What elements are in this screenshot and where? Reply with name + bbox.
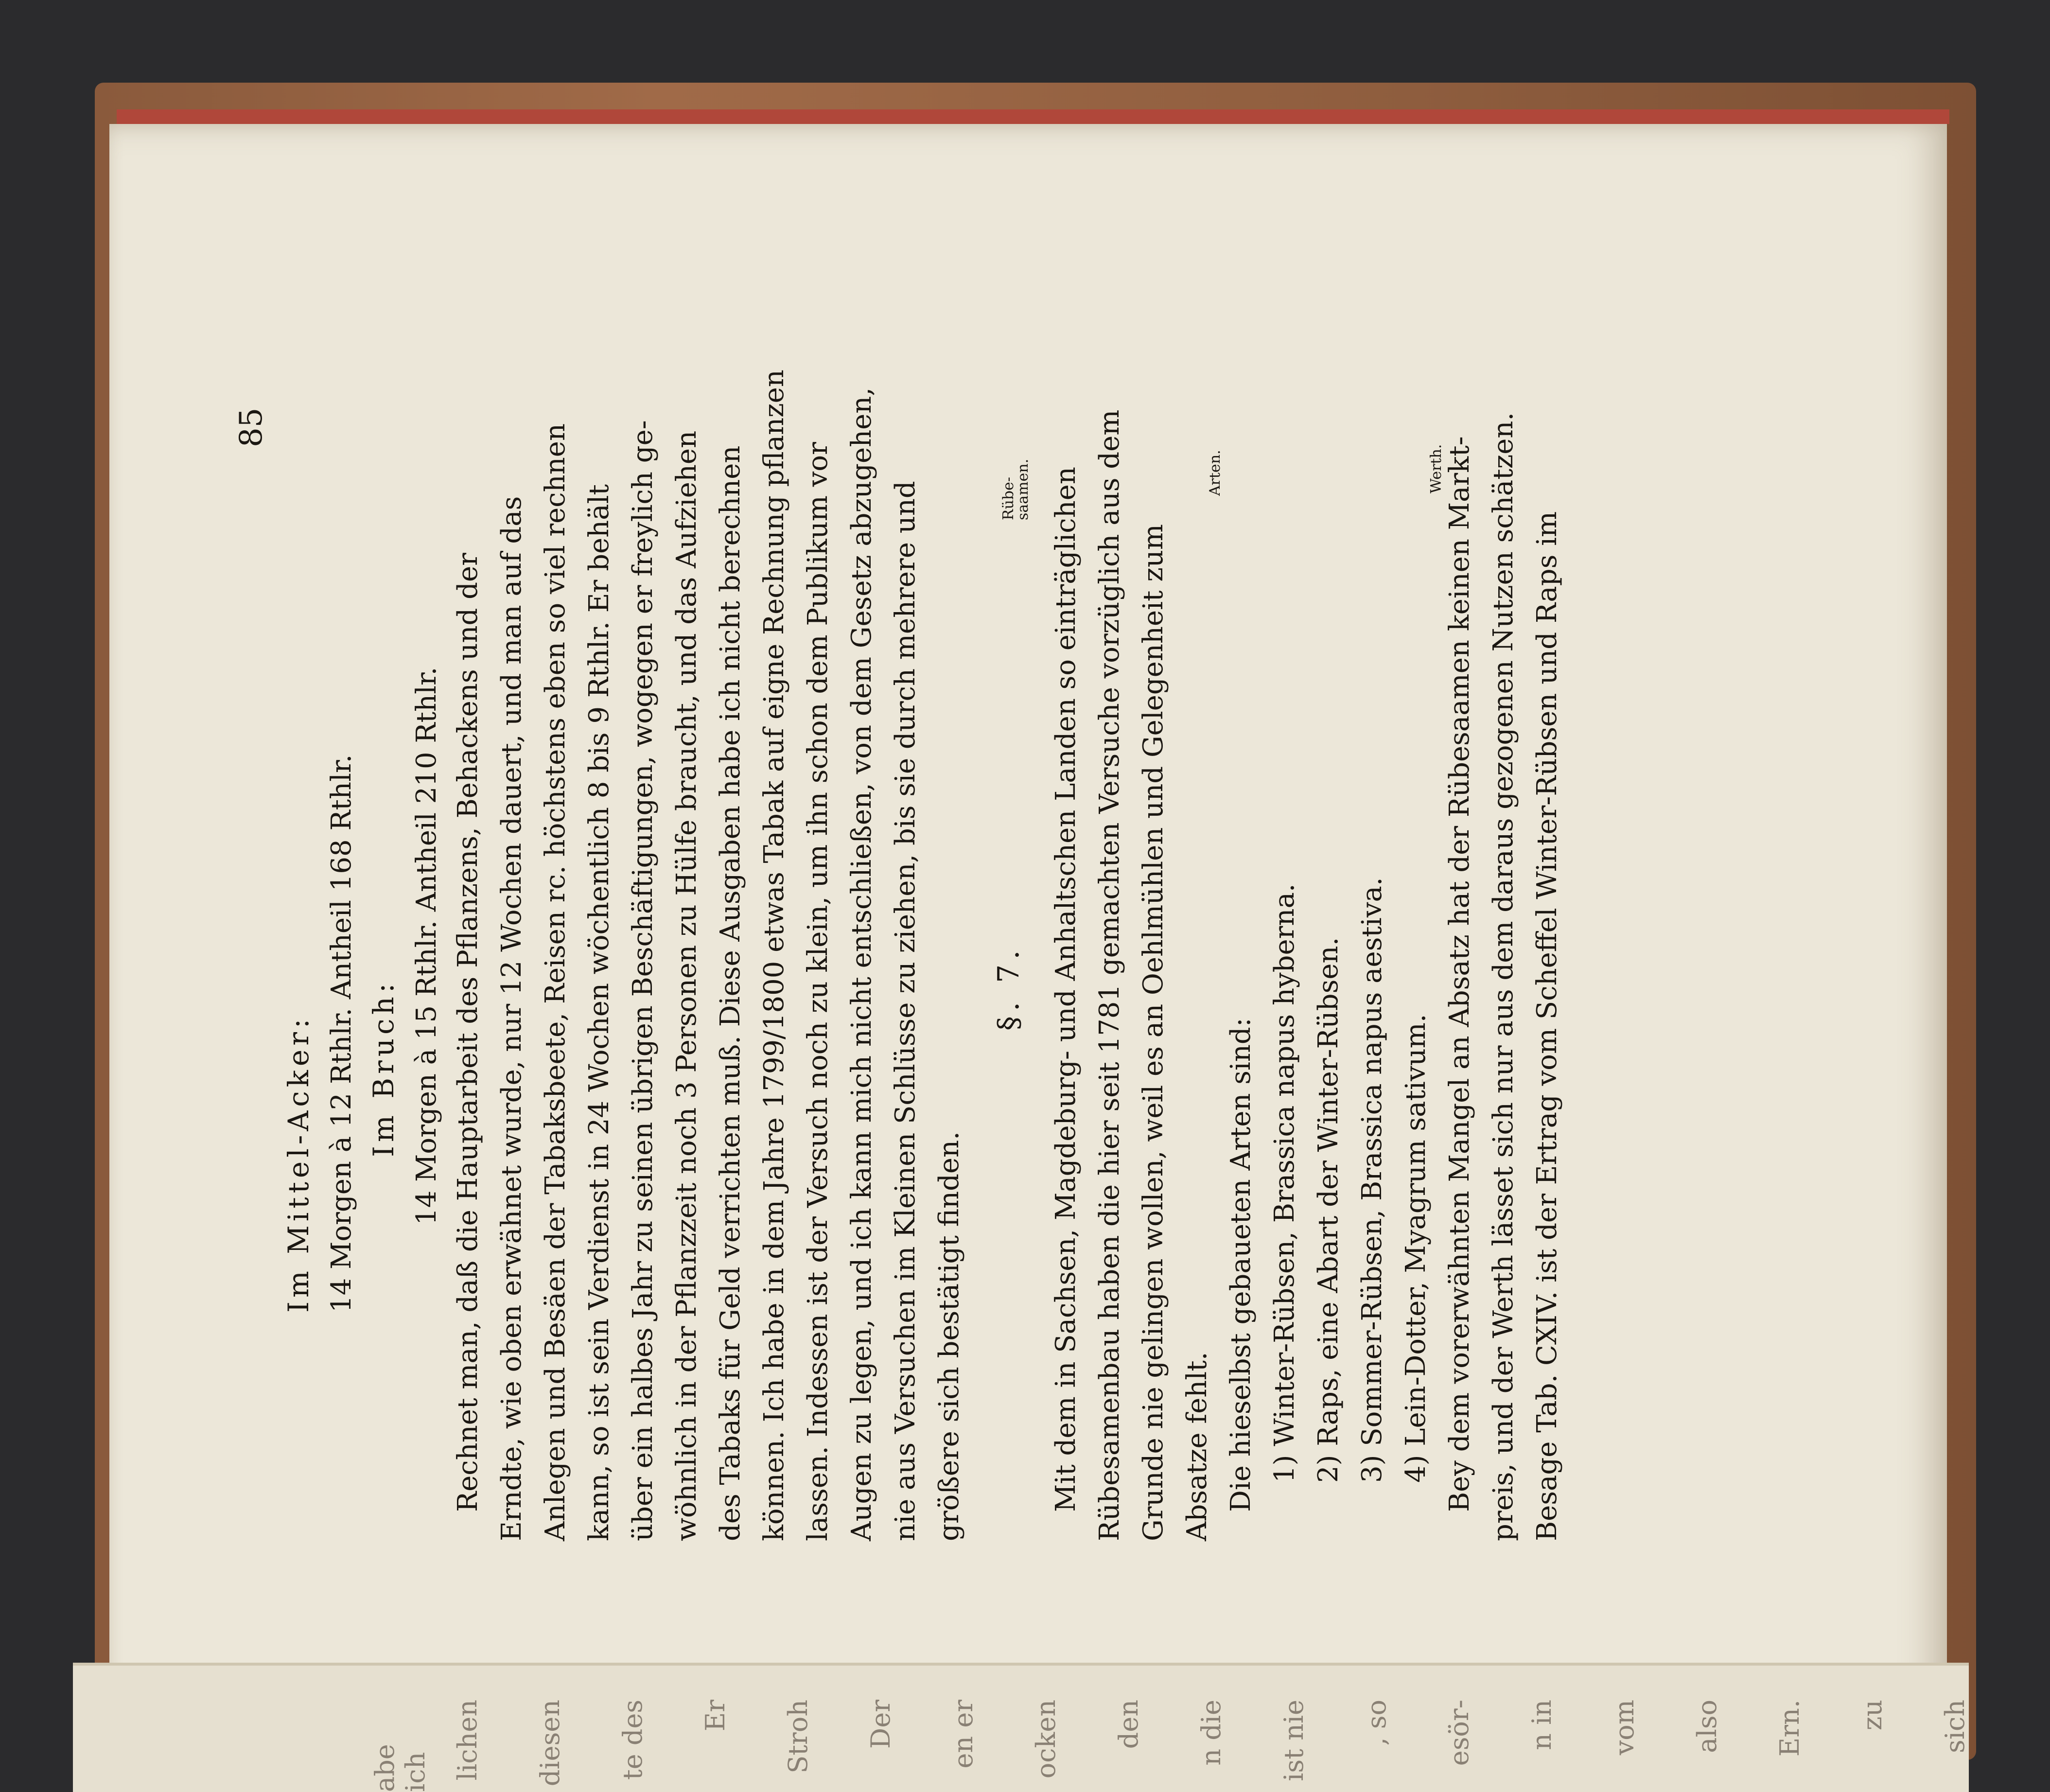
previous-page	[73, 1663, 1969, 1792]
text-line: Bey dem vorerwähnten Mangel an Absatz hat der Rübesaamen keinen Markt-	[1444, 436, 1475, 1512]
page-number: 85	[233, 407, 269, 447]
margin-note: Werth.	[1428, 444, 1445, 493]
previous-page-fragment: en er	[948, 1700, 979, 1769]
text-line: Rechnet man, daß die Hauptarbeit des Pflanzens, Behackens und der	[452, 553, 484, 1512]
section-heading: §. 7.	[992, 945, 1026, 1031]
heading-mittel-acker: Im Mittel-Acker:	[282, 1015, 315, 1313]
text-line: Erndte, wie oben erwähnet wurde, nur 12 Wochen dauert, und man auf das	[496, 496, 527, 1541]
text-line: preis, und der Werth lässet sich nur aus dem daraus gezogenen Nutzen schätzen.	[1488, 412, 1519, 1541]
previous-page-fragment: Der	[865, 1700, 896, 1749]
previous-page-fragment: Ern.	[1774, 1700, 1805, 1757]
previous-page-fragment: diesen	[535, 1700, 565, 1787]
text-line: 14 Morgen à 12 Rthlr. Antheil 168 Rthlr.	[326, 754, 357, 1313]
previous-page-fragment: te des	[617, 1700, 648, 1780]
heading-bruch: Im Bruch:	[367, 979, 400, 1157]
previous-page-text	[73, 1666, 1969, 1792]
text-line: wöhnlich in der Pflanzzeit noch 3 Personen zu Hülfe braucht, und das Aufziehen	[671, 430, 702, 1541]
text-line: kann, so ist sein Verdienst in 24 Wochen wöchentlich 8 bis 9 Rthlr. Er behält	[583, 484, 615, 1541]
text-line: lassen. Indessen ist der Versuch noch zu klein, um ihn schon dem Publikum vor	[802, 442, 834, 1541]
text-line: größere sich bestätigt finden.	[933, 1131, 965, 1541]
list-item: 1) Winter-Rübsen, Brassica napus hyberna.	[1269, 883, 1300, 1483]
list-item: 2) Raps, eine Abart der Winter-Rübsen.	[1313, 937, 1344, 1483]
list-item: 3) Sommer-Rübsen, Brassica napus aestiva.	[1356, 877, 1388, 1483]
text-line: Augen zu legen, und ich kann mich nicht entschließen, von dem Gesetz abzugehen,	[846, 387, 877, 1541]
text-line: Die hieselbst gebaueten Arten sind:	[1225, 1018, 1257, 1512]
list-item: 4) Lein-Dotter, Myagrum sativum.	[1400, 1014, 1432, 1483]
previous-page-fragment: Stroh	[783, 1700, 813, 1774]
text-line: Absatze fehlt.	[1181, 1352, 1213, 1541]
text-line: Mit dem in Sachsen, Magdeburg- und Anhaltschen Landen so einträglichen	[1050, 467, 1082, 1512]
previous-page-fragment: ist nie	[1279, 1700, 1309, 1781]
previous-page-fragment: n in	[1526, 1700, 1557, 1750]
previous-page-fragment: den	[1113, 1700, 1144, 1749]
previous-page-fragment: esör-	[1444, 1700, 1474, 1766]
text-line: Besage Tab. CXIV. ist der Ertrag vom Scheffel Winter-Rübsen und Raps im	[1531, 511, 1563, 1541]
previous-page-fragment: zu	[1857, 1700, 1888, 1731]
text-line: Anlegen und Besäen der Tabaksbeete, Reisen rc. höchstens eben so viel rechnen	[540, 423, 571, 1541]
previous-page-fragment: ocken	[1031, 1700, 1061, 1779]
previous-page-fragment: n die	[1196, 1700, 1226, 1766]
text-line: über ein halbes Jahr zu seinen übrigen Beschäftigungen, wogegen er freylich ge-	[627, 420, 659, 1541]
previous-page-fragment: sich	[1940, 1700, 1970, 1754]
previous-page-fragment: also	[1692, 1700, 1722, 1753]
previous-page-fragment: vom	[1609, 1700, 1640, 1756]
previous-page-fragment: Er	[700, 1700, 731, 1732]
text-line: des Tabaks für Geld verrichten muß. Diese Ausgaben habe ich nicht berechnen	[715, 445, 746, 1541]
margin-note: Arten.	[1207, 450, 1224, 496]
previous-page-fragment: lichen	[452, 1700, 483, 1781]
text-line: nie aus Versuchen im Kleinen Schlüsse zu ziehen, bis sie durch mehrere und	[890, 481, 921, 1541]
text-line: können. Ich habe in dem Jahre 1799/1800 etwas Tabak auf eigne Rechnung pflanzen	[758, 369, 790, 1541]
page-text-block	[233, 146, 1701, 1604]
text-line: Grunde nie gelingen wollen, weil es an Oehlmühlen und Gelegenheit zum	[1138, 524, 1169, 1541]
previous-page-fragment: , so	[1361, 1700, 1392, 1746]
page-edge	[117, 109, 1949, 124]
previous-page-fragment: abe ich	[369, 1744, 431, 1792]
margin-note: Rübe-saamen.	[1000, 458, 1032, 520]
text-line: Rübesamenbau haben die hier seit 1781 gemachten Versuche vorzüglich aus dem	[1094, 409, 1125, 1541]
text-line: 14 Morgen à 15 Rthlr. Antheil 210 Rthlr.	[411, 667, 442, 1225]
